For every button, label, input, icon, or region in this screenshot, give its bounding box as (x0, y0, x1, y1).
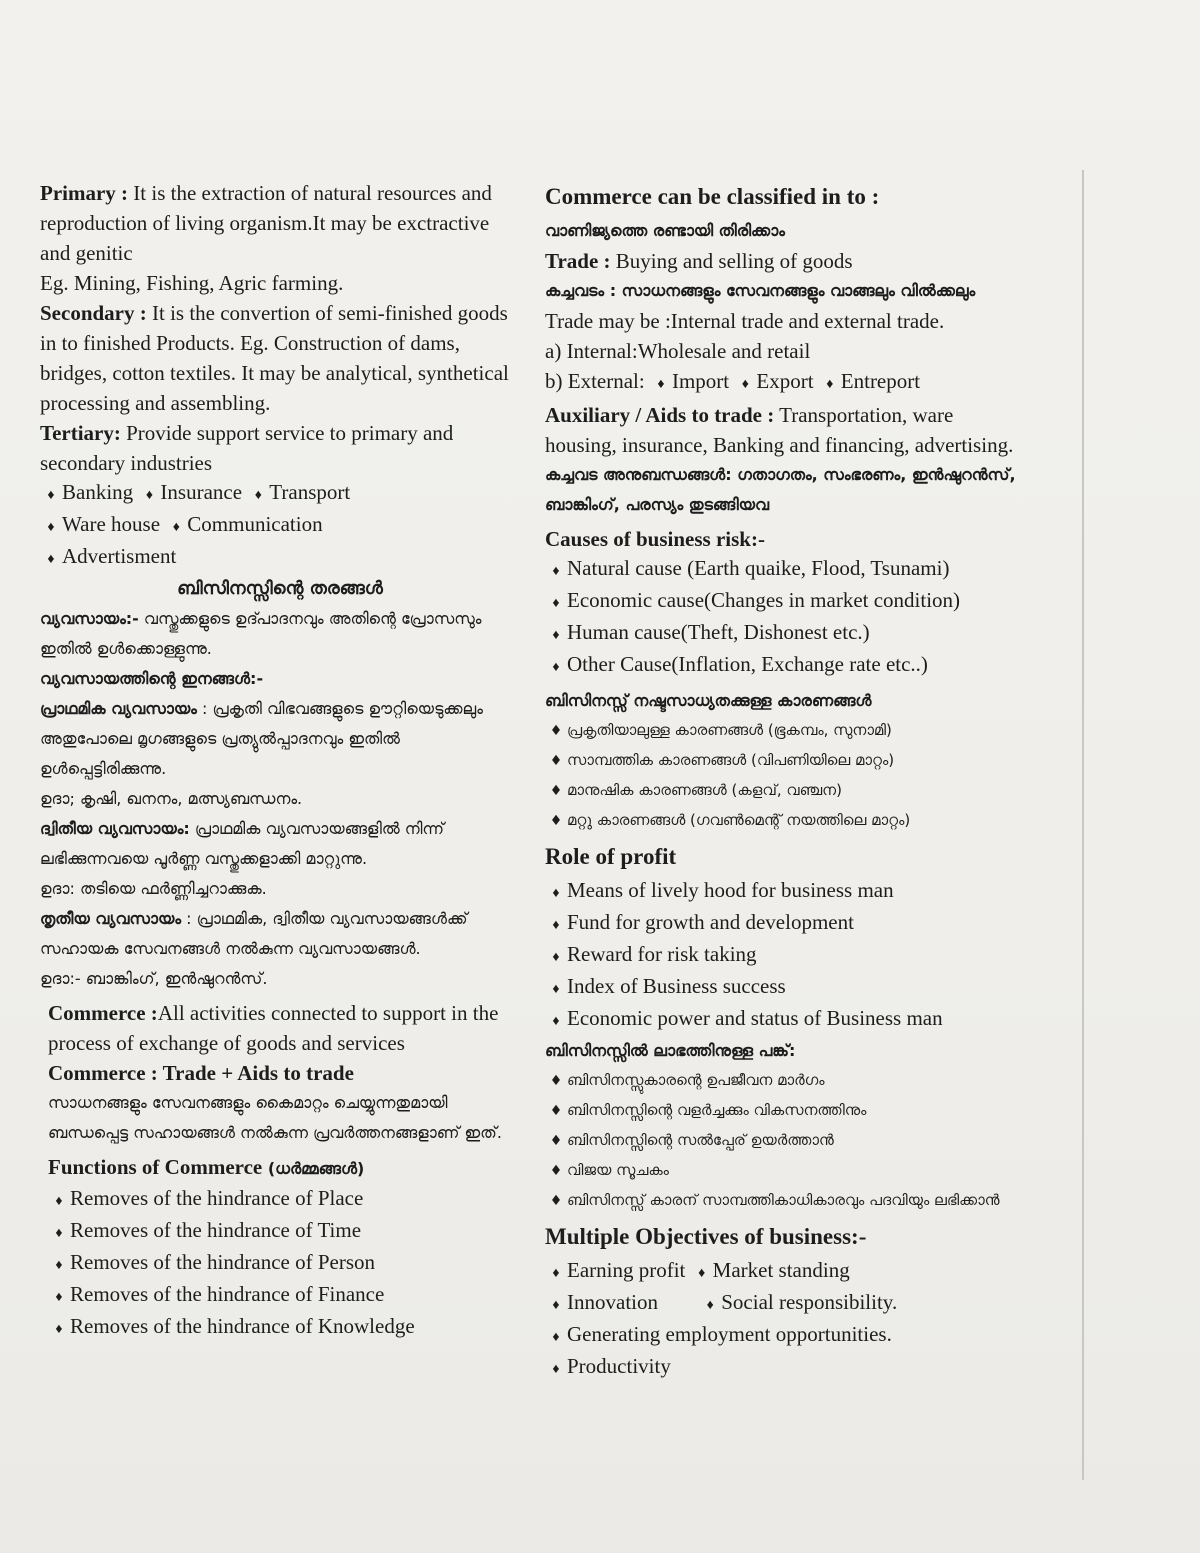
list-item (545, 554, 1030, 586)
diamond-bullet-icon: ♦ (657, 377, 665, 392)
list-item-text: Economic power and status of Business man (567, 1006, 943, 1030)
auxiliary-text: Transportation, ware housing, insurance, Banking and financing, advertising. (545, 403, 1014, 457)
commerce-formula: Commerce : Trade + Aids to trade (48, 1061, 354, 1085)
risk-list (545, 554, 1030, 682)
diamond-bullet-icon: ♦ (549, 1163, 563, 1179)
list-item-text: ബിസിനസ്സുകാരന്റെ ഉപജീവന മാർഗം (567, 1071, 825, 1089)
objectives-row (545, 1320, 1030, 1352)
list-item: Generating employment opportunities. (567, 1322, 892, 1346)
left-column (40, 178, 520, 1344)
diamond-bullet-icon: ♦ (55, 1290, 63, 1305)
ml-secondary-example: ഉദാ: തടിയെ ഫർണ്ണിച്ചറാക്കുക. (40, 879, 267, 898)
commerce-text: All activities connected to support in the process of exchange of goods and services (48, 1001, 499, 1055)
list-item: Import (671, 369, 730, 393)
list-item (545, 908, 1030, 940)
ml-risk-list (545, 716, 1030, 836)
right-column (545, 178, 1030, 1384)
diamond-bullet-icon: ♦ (552, 628, 560, 643)
diamond-bullet-icon: ♦ (47, 552, 55, 567)
diamond-bullet-icon: ♦ (145, 488, 153, 503)
ml-secondary-label: ദ്വിതീയ വ്യവസായം: (40, 819, 190, 838)
list-item-text: മറ്റു കാരണങ്ങൾ (ഗവൺമെന്റ് നയത്തിലെ മാറ്റം) (567, 811, 911, 829)
list-item: Earning profit (567, 1258, 686, 1282)
diamond-bullet-icon: ♦ (552, 596, 560, 611)
diamond-bullet-icon: ♦ (549, 1103, 563, 1119)
ml-vyavasayam-text: വസ്തുക്കളുടെ ഉദ്പാദനവും അതിന്റെ പ്രോസസും ഇതിൽ ഉൾക്കൊള്ളുന്നു. (40, 609, 482, 658)
diamond-bullet-icon: ♦ (549, 753, 563, 769)
tertiary-row (40, 510, 520, 542)
diamond-bullet-icon: ♦ (698, 1266, 706, 1281)
diamond-bullet-icon: ♦ (552, 982, 560, 997)
diamond-bullet-icon: ♦ (552, 950, 560, 965)
objectives-row (545, 1256, 1030, 1288)
list-item-text: Means of lively hood for business man (567, 878, 894, 902)
diamond-bullet-icon: ♦ (552, 886, 560, 901)
list-item (545, 776, 1030, 806)
ml-profit-heading: ബിസിനസ്സിൽ ലാഭത്തിനുള്ള പങ്ക്: (545, 1041, 796, 1060)
list-item-text: Natural cause (Earth quaike, Flood, Tsunami) (567, 556, 950, 580)
list-item-text: ബിസിനസ്സിന്റെ സൽപ്പേര് ഉയർത്താൻ (567, 1131, 834, 1149)
secondary-paragraph (40, 298, 520, 418)
diamond-bullet-icon: ♦ (552, 1298, 560, 1313)
ml-tertiary-paragraph (40, 904, 520, 964)
list-item: Communication (187, 512, 323, 536)
objectives-heading: Multiple Objectives of business:- (545, 1224, 867, 1249)
primary-text: It is the extraction of natural resources and reproduction of living organism.It may be exctractive and genitic (40, 181, 492, 265)
list-item-text: സാമ്പത്തിക കാരണങ്ങൾ (വിപണിയിലെ മാറ്റം) (567, 751, 895, 769)
list-item: Export (756, 369, 814, 393)
auxiliary-label: Auxiliary / Aids to trade : (545, 403, 775, 427)
ml-profit-list (545, 1066, 1030, 1216)
ml-secondary-paragraph (40, 814, 520, 874)
external-label: b) External: (545, 369, 645, 393)
ml-commerce-paragraph: സാധനങ്ങളും സേവനങ്ങളും കൈമാറ്റം ചെയ്യുന്നതുമായി ബന്ധപ്പെട്ട സഹായങ്ങൾ നൽകുന്ന പ്രവർത്തനങ്ങളാണ് ഇത്. (48, 1093, 502, 1142)
ml-business-types-heading: ബിസിനസ്സിന്റെ തരങ്ങൾ (177, 578, 383, 599)
ml-vyavasayam-paragraph (40, 604, 520, 664)
list-item (545, 618, 1030, 650)
diamond-bullet-icon: ♦ (549, 723, 563, 739)
list-item: Insurance (160, 480, 243, 504)
classified-heading: Commerce can be classified in to : (545, 184, 880, 209)
functions-heading (48, 1152, 520, 1184)
diamond-bullet-icon: ♦ (55, 1322, 63, 1337)
trade-label: Trade : (545, 249, 611, 273)
list-item-text: വിജയ സൂചകം (567, 1161, 669, 1179)
diamond-bullet-icon: ♦ (172, 520, 180, 535)
tertiary-text: Provide support service to primary and secondary industries (40, 421, 454, 475)
tertiary-row (40, 542, 520, 574)
internal-trade: a) Internal:Wholesale and retail (545, 339, 811, 363)
ml-primary-label: പ്രാഥമിക വ്യവസായം (40, 699, 197, 718)
diamond-bullet-icon: ♦ (55, 1258, 63, 1273)
ml-primary-paragraph (40, 694, 520, 784)
diamond-bullet-icon: ♦ (549, 1193, 563, 1209)
list-item (48, 1184, 520, 1216)
tertiary-paragraph (40, 418, 520, 478)
trade-text: Buying and selling of goods (610, 249, 853, 273)
functions-heading-text: Functions of Commerce (48, 1155, 263, 1179)
secondary-text: It is the convertion of semi-finished goods in to finished Products. Eg. Construction of dams, bridges, cotton textiles. It may be analytical, synthetical processing and assembling. (40, 301, 509, 415)
auxiliary-paragraph (545, 400, 1030, 460)
list-item (48, 1312, 520, 1344)
diamond-bullet-icon: ♦ (552, 1362, 560, 1377)
commerce-label: Commerce : (48, 1001, 158, 1025)
tertiary-list (40, 478, 520, 574)
ml-auxiliary: കച്ചവട അനുബന്ധങ്ങൾ: ഗതാഗതം, സംഭരണം, ഇൻഷുറൻസ്, ബാങ്കിംഗ്, പരസ്യം തുടങ്ങിയവ (545, 465, 1016, 514)
list-item: Market standing (712, 1258, 850, 1282)
list-item: Social responsibility. (721, 1290, 898, 1314)
ml-vyavasayam-label: വ്യവസായം:- (40, 609, 139, 628)
diamond-bullet-icon: ♦ (47, 488, 55, 503)
list-item-text: Index of Business success (567, 974, 786, 998)
trade-may-be: Trade may be :Internal trade and external trade. (545, 309, 945, 333)
diamond-bullet-icon: ♦ (47, 520, 55, 535)
ml-tertiary-text: : പ്രാഥമിക, ദ്വിതീയ വ്യവസായങ്ങൾക്ക് സഹായക സേവനങ്ങൾ നൽകുന്ന വ്യവസായങ്ങൾ. (40, 909, 468, 958)
list-item (48, 1216, 520, 1248)
list-item-text: Reward for risk taking (567, 942, 757, 966)
list-item (545, 1186, 1030, 1216)
primary-paragraph (40, 178, 520, 268)
objectives-row (545, 1288, 1030, 1320)
ml-secondary-text: പ്രാഥമിക വ്യവസായങ്ങളിൽ നിന്ന് ലഭിക്കുന്നവയെ പൂർണ്ണ വസ്തുക്കളാക്കി മാറ്റുന്നു. (40, 819, 445, 868)
list-item-text: Removes of the hindrance of Finance (70, 1282, 385, 1306)
objectives-list (545, 1256, 1030, 1384)
list-item-text: മാനുഷിക കാരണങ്ങൾ (കളവ്, വഞ്ചന) (567, 781, 842, 799)
diamond-bullet-icon: ♦ (55, 1194, 63, 1209)
list-item (545, 1156, 1030, 1186)
list-item-text: Removes of the hindrance of Place (70, 1186, 364, 1210)
diamond-bullet-icon: ♦ (549, 813, 563, 829)
ml-tertiary-label: തൃതീയ വ്യവസായം (40, 909, 182, 928)
list-item-text: Economic cause(Changes in market condition) (567, 588, 961, 612)
list-item-text: Removes of the hindrance of Person (70, 1250, 376, 1274)
profit-heading: Role of profit (545, 844, 677, 869)
ml-primary-example: ഉദാ; കൃഷി, ഖനനം, മത്സ്യബന്ധനം. (40, 789, 303, 808)
list-item: Entreport (840, 369, 921, 393)
diamond-bullet-icon: ♦ (552, 564, 560, 579)
ml-types-subheading: വ്യവസായത്തിന്റെ ഇനങ്ങൾ:- (40, 669, 264, 688)
diamond-bullet-icon: ♦ (552, 1014, 560, 1029)
secondary-label: Secondary : (40, 301, 147, 325)
functions-heading-ml: (ധർമ്മങ്ങൾ) (262, 1159, 365, 1178)
list-item (545, 1126, 1030, 1156)
list-item (48, 1248, 520, 1280)
list-item-text: Other Cause(Inflation, Exchange rate etc..) (567, 652, 928, 676)
list-item-text: Human cause(Theft, Dishonest etc.) (567, 620, 870, 644)
list-item (545, 876, 1030, 908)
diamond-bullet-icon: ♦ (552, 918, 560, 933)
diamond-bullet-icon: ♦ (549, 1133, 563, 1149)
ml-classified: വാണിജ്യത്തെ രണ്ടായി തിരിക്കാം (545, 221, 785, 240)
list-item-text: ബിസിനസ്സിന്റെ വളർച്ചക്കും വികസനത്തിനും (567, 1101, 867, 1119)
list-item: Banking (62, 480, 134, 504)
profit-list (545, 876, 1030, 1036)
objectives-row (545, 1352, 1030, 1384)
list-item (545, 716, 1030, 746)
list-item (545, 1096, 1030, 1126)
tertiary-row (40, 478, 520, 510)
external-trade (545, 366, 1030, 400)
list-item (545, 806, 1030, 836)
list-item-text: ബിസിനസ്സ് കാരന് സാമ്പത്തികാധികാരവും പദവിയും ലഭിക്കാൻ (567, 1191, 1000, 1209)
page-edge-line (1082, 170, 1084, 1480)
primary-label: Primary : (40, 181, 129, 205)
diamond-bullet-icon: ♦ (552, 660, 560, 675)
list-item-text: Fund for growth and development (567, 910, 854, 934)
list-item: Productivity (567, 1354, 671, 1378)
diamond-bullet-icon: ♦ (55, 1226, 63, 1241)
diamond-bullet-icon: ♦ (549, 783, 563, 799)
ml-trade: കച്ചവടം : സാധനങ്ങളും സേവനങ്ങളും വാങ്ങലും വിൽക്കലും (545, 281, 976, 300)
ml-risk-heading: ബിസിനസ്സ് നഷ്ടസാധ്യതക്കുള്ള കാരണങ്ങൾ (545, 691, 872, 710)
functions-list (48, 1184, 520, 1344)
list-item (545, 586, 1030, 618)
commerce-definition (48, 998, 520, 1058)
list-item-text: പ്രകൃതിയാലുള്ള കാരണങ്ങൾ (ഭൂകമ്പം, സുനാമി) (567, 721, 892, 739)
list-item: Innovation (567, 1290, 658, 1314)
diamond-bullet-icon: ♦ (552, 1330, 560, 1345)
risk-heading: Causes of business risk:- (545, 527, 765, 551)
diamond-bullet-icon: ♦ (552, 1266, 560, 1281)
commerce-block (40, 998, 520, 1344)
list-item (545, 650, 1030, 682)
primary-example: Eg. Mining, Fishing, Agric farming. (40, 271, 344, 295)
list-item (545, 940, 1030, 972)
diamond-bullet-icon: ♦ (549, 1073, 563, 1089)
list-item (545, 1066, 1030, 1096)
diamond-bullet-icon: ♦ (706, 1298, 714, 1313)
list-item: Ware house (62, 512, 161, 536)
list-item-text: Removes of the hindrance of Time (70, 1218, 362, 1242)
list-item (48, 1280, 520, 1312)
list-item (545, 972, 1030, 1004)
diamond-bullet-icon: ♦ (254, 488, 262, 503)
list-item (545, 746, 1030, 776)
ml-primary-text: : പ്രകൃതി വിഭവങ്ങളുടെ ഊറ്റിയെടുക്കലും അതുപോലെ മൃഗങ്ങളുടെ പ്രത്യുൽപ്പാദനവും ഇതിൽ ഉൾപ്പെട്ടിരിക്കുന്നു. (40, 699, 483, 778)
diamond-bullet-icon: ♦ (741, 377, 749, 392)
tertiary-label: Tertiary: (40, 421, 121, 445)
list-item: Advertisment (62, 544, 177, 568)
trade-definition (545, 246, 1030, 276)
list-item: Transport (269, 480, 351, 504)
ml-tertiary-example: ഉദാ:- ബാങ്കിംഗ്, ഇൻഷുറൻസ്. (40, 969, 268, 988)
list-item (545, 1004, 1030, 1036)
list-item-text: Removes of the hindrance of Knowledge (70, 1314, 415, 1338)
diamond-bullet-icon: ♦ (826, 377, 834, 392)
